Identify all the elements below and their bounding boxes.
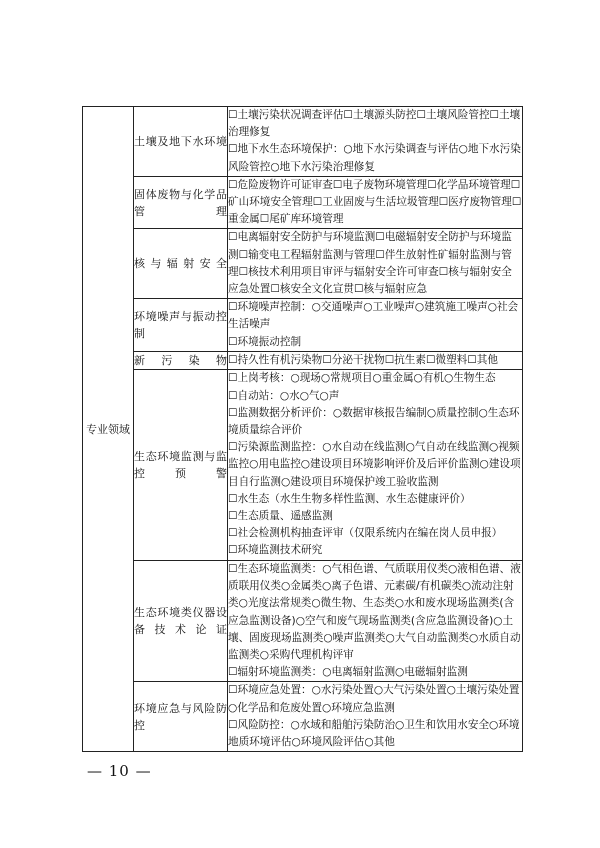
category-cell: 新污染物 bbox=[134, 351, 228, 369]
options-cell bbox=[228, 682, 523, 752]
category-cell: 生态环境类仪器设备技术论证 bbox=[134, 561, 228, 682]
option-line[interactable]: ☐风险防控：○水域和船舶污染防治○卫生和饮用水安全○环境地质环境评估○环境风险评估○其他 bbox=[228, 718, 520, 749]
option-line[interactable]: ☐环境噪声控制：○交通噪声○工业噪声○建筑施工噪声○社会生活噪声 bbox=[228, 301, 519, 331]
table-row bbox=[83, 561, 523, 682]
page-number: — 10 — bbox=[87, 762, 152, 780]
table-row bbox=[83, 682, 523, 752]
option-line[interactable]: ☐辐射环境监测类：○电离辐射监测○电磁辐射监测 bbox=[228, 666, 468, 679]
option-line[interactable]: ☐环境振动控制 bbox=[228, 335, 302, 348]
option-line[interactable]: ☐自动站：○水○气○声 bbox=[228, 389, 340, 402]
table-row bbox=[83, 370, 523, 561]
category-cell: 生态环境监测与监控预警 bbox=[134, 370, 228, 561]
options-cell bbox=[228, 107, 523, 177]
table-row bbox=[83, 229, 523, 299]
specialty-table bbox=[82, 106, 523, 752]
option-line[interactable]: ☐污染源监测监控：○水自动在线监测○气自动在线监测○视频监控○用电监控○建设项目环境影响评价及后评价监测○建设项目自行监测○建设项目环境保护竣工验收监测 bbox=[228, 441, 521, 488]
option-line[interactable]: ☐危险废物许可证审查☐电子废物环境管理☐化学品环境管理☐矿山环境安全管理☐工业固废与生活垃圾管理☐医疗废物管理☐重金属☐尾矿库环境管理 bbox=[228, 178, 522, 226]
category-cell: 核与辐射安全 bbox=[134, 229, 228, 299]
domain-label: 专业领域 bbox=[83, 107, 134, 752]
option-line[interactable]: ☐地下水生态环境保护：○地下水污染调查与评估○地下水污染风险管控○地下水污染治理修复 bbox=[228, 143, 521, 173]
table-row bbox=[83, 299, 523, 352]
table-row bbox=[83, 176, 523, 229]
category-cell: 环境应急与风险防控 bbox=[134, 682, 228, 752]
option-line[interactable]: ☐土壤污染状况调查评估☐土壤源头防控☐土壤风险管控☐土壤治理修复 bbox=[228, 109, 521, 139]
option-line[interactable]: ☐社会检测机构抽查评审（仅限系统内在编在岗人员申报） bbox=[228, 527, 503, 540]
option-line[interactable]: ☐水生态（水生生物多样性监测、水生态健康评价） bbox=[228, 492, 471, 505]
options-cell bbox=[228, 299, 523, 352]
options-cell bbox=[228, 370, 523, 561]
option-line[interactable]: ☐环境监测技术研究 bbox=[228, 544, 323, 557]
option-line[interactable]: ☐环境应急处置：○水污染处置○大气污染处置○土壤污染处置○化学品和危废处置○环境应急监测 bbox=[228, 684, 520, 714]
option-line[interactable]: ☐监测数据分析评价：○数据审核报告编制○质量控制○生态环境质量综合评价 bbox=[228, 406, 520, 437]
table-row bbox=[83, 107, 523, 177]
option-line[interactable]: ☐持久性有机污染物☐分泌干扰物☐抗生素☐微塑料☐其他 bbox=[228, 353, 498, 366]
options-cell bbox=[228, 351, 523, 369]
category-cell: 环境噪声与振动控制 bbox=[134, 299, 228, 352]
option-line[interactable]: ☐生态质量、遥感监测 bbox=[228, 510, 333, 523]
category-cell: 土壤及地下水环境 bbox=[134, 107, 228, 177]
category-cell: 固体废物与化学品管理 bbox=[134, 176, 228, 229]
table-row bbox=[83, 351, 523, 369]
option-line[interactable]: ☐上岗考核：○现场○常规项目○重金属○有机○生物生态 bbox=[228, 372, 496, 385]
options-cell bbox=[228, 176, 523, 229]
options-cell bbox=[228, 229, 523, 299]
options-cell bbox=[228, 561, 523, 682]
option-line[interactable]: ☐电离辐射安全防护与环境监测☐电磁辐射安全防护与环境监测☐输变电工程辐射监测与管理☐伴生放射性矿辐射监测与管理☐核技术利用项目审评与辐射安全许可审查☐核与辐射安全应急处置☐核安全文化宣贯☐核与辐射应急 bbox=[228, 231, 512, 296]
option-line[interactable]: ☐生态环境监测类：○气相色谱、气质联用仪类○液相色谱、液质联用仪类○金属类○离子色谱、元素碳/有机碳类○流动注射类○光度法常规类○微生物、生态类○水和废水现场监测类(含应急监测设备)○空气和废气现场监测类(含应急监测设备)○土壤、固废现场监测类○噪声监测类○大气自动监测类○水质自动监测类○采购代理机构评审 bbox=[228, 563, 521, 662]
